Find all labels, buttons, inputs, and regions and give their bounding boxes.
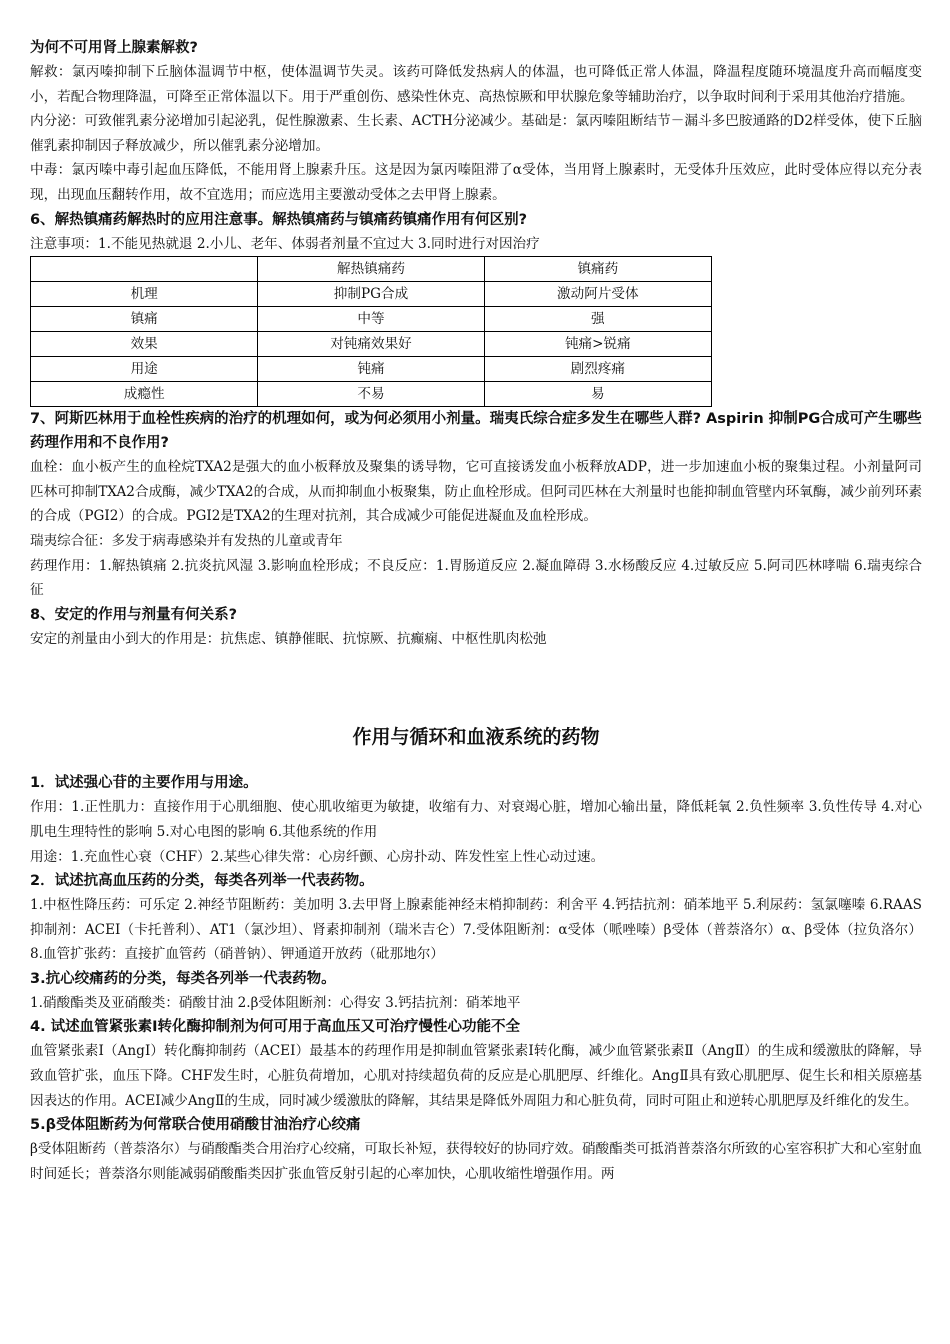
paragraph-jiejiu: 解救：氯丙嗪抑制下丘脑体温调节中枢，使体温调节失灵。该药可降低发热病人的体温，也可降低正常人体温，降温程度随环境温度升高而幅度变小，若配合物理降温，可降至正常体温以下。用于严重创伤、感染性休克、高热惊厥和甲状腺危象等辅助治疗，以争取时间利于采用其他治疗措施。 [30,64,922,105]
table-cell: 用途 [31,357,258,382]
table-row [31,332,712,357]
paragraph-ruiyi: 瑞夷综合征：多发于病毒感染并有发热的儿童或青年 [30,532,343,549]
title-spacer [30,751,922,771]
table-cell: 强 [484,307,711,332]
paragraph-beta-blocker: β受体阻断药（普萘洛尔）与硝酸酯类合用治疗心绞痛，可取长补短，获得较好的协同疗效。硝酸酯类可抵消普萘洛尔所致的心室容积扩大和心室射血时间延长；普萘洛尔则能减弱硝酸酯类因扩张血管反射引起的心率加快，心肌收缩性增强作用。两 [30,1141,922,1182]
paragraph-zuoyong: 作用：1.正性肌力：直接作用于心肌细胞、使心肌收缩更为敏捷，收缩有力、对衰竭心脏，增加心输出量，降低耗氧 2.负性频率 3.负性传导 4.对心肌电生理特性的影响 5.对心电图的影响 6.其他系统的作用 [30,799,922,840]
table-row [31,382,712,407]
comparison-table [30,256,712,407]
paragraph-yaoli: 药理作用：1.解热镇痛 2.抗炎抗风湿 3.影响血栓形成；不良反应：1.胃肠道反应 2.凝血障碍 3.水杨酸反应 4.过敏反应 5.阿司匹林哮喘 6.瑞夷综合征 [30,557,922,599]
table-cell: 钝痛>锐痛 [484,332,711,357]
question-6: 6、解热镇痛药解热时的应用注意事。解热镇痛药与镇痛药镇痛作用有何区别? [30,211,527,228]
table-row [31,357,712,382]
section-title: 作用与循环和血液系统的药物 [352,726,600,749]
question-4: 4. 试述血管紧张素Ⅰ转化酶抑制剂为何可用于高血压又可治疗慢性心功能不全 [30,1019,521,1036]
question-adrenaline: 为何不可用肾上腺素解救? [30,40,198,56]
paragraph-kangxinjiaotong: 1.硝酸酯类及亚硝酸类：硝酸甘油 2.β受体阻断剂：心得安 3.钙拮抗剂：硝苯地平 [30,994,521,1011]
table-header-row [31,257,712,282]
paragraph-anding: 安定的剂量由小到大的作用是：抗焦虑、镇静催眠、抗惊厥、抗癫痫、中枢性肌肉松弛 [30,630,547,647]
table-cell: 成瘾性 [31,382,258,407]
section-spacer [30,651,922,723]
paragraph-yongtu: 用途：1.充血性心衰（CHF）2.某些心律失常：心房纤颤、心房扑动、阵发性室上性心动过速。 [30,848,605,865]
table-cell: 易 [484,382,711,407]
question-5: 5.β受体阻断药为何常联合使用硝酸甘油治疗心绞痛 [30,1117,361,1134]
table-header-cell [31,257,258,282]
paragraph-zhuyi: 注意事项：1.不能见热就退 2.小儿、老年、体弱者剂量不宜过大 3.同时进行对因治疗 [30,235,540,252]
table-cell: 镇痛 [31,307,258,332]
paragraph-kanggaoxueya: 1.中枢性降压药：可乐定 2.神经节阻断药：美加明 3.去甲肾上腺素能神经末梢抑制药：利舍平 4.钙拮抗剂：硝苯地平 5.利尿药：氢氯噻嗪 6.RAAS抑制剂：ACEI（卡托普利）、AT1（氯沙坦）、肾素抑制剂（瑞米吉仑）7.受体阻断剂：α受体（哌唑嗪）β受体（普萘洛尔）α、β受体（拉负洛尔）8.血管扩张药：直接扩血管药（硝普钠）、钾通道开放药（砒那地尔） [30,897,922,963]
table-cell: 效果 [31,332,258,357]
table-row [31,282,712,307]
paragraph-zhongdu: 中毒：氯丙嗪中毒引起血压降低，不能用肾上腺素升压。这是因为氯丙嗪阻滞了α受体，当用肾上腺素时，无受体升压效应，此时受体应得以充分表现，出现血压翻转作用，故不宜选用；而应选用主要激动受体之去甲肾上腺素。 [30,162,922,203]
document-page [30,36,922,1186]
table-cell: 中等 [258,307,484,332]
table-cell: 激动阿片受体 [484,282,711,307]
question-7: 7、阿斯匹林用于血栓性疾病的治疗的机理如何，或为何必须用小剂量。瑞夷氏综合症多发生在哪些人群? Aspirin 抑制PG合成可产生哪些药理作用和不良作用? [30,411,922,452]
table-cell: 对钝痛效果好 [258,332,484,357]
question-2: 2．试述抗高血压药的分类，每类各列举一代表药物。 [30,873,374,890]
table-cell: 剧烈疼痛 [484,357,711,382]
table-header-cell: 镇痛药 [484,257,711,282]
paragraph-neifenmi: 内分泌：可致催乳素分泌增加引起泌乳，促性腺激素、生长素、ACTH分泌减少。基础是：氯丙嗪阻断结节－漏斗多巴胺通路的D2样受体，使下丘脑催乳素抑制因子释放减少，所以催乳素分泌增加。 [30,113,922,154]
table-header-cell: 解热镇痛药 [258,257,484,282]
question-1: 1．试述强心苷的主要作用与用途。 [30,775,258,792]
table-row [31,307,712,332]
paragraph-xueshuan: 血栓：血小板产生的血栓烷TXA2是强大的血小板释放及聚集的诱导物，它可直接诱发血小板释放ADP，进一步加速血小板的聚集过程。小剂量阿司匹林可抑制TXA2合成酶，减少TXA2的合成，从而抑制血小板聚集，防止血栓形成。但阿司匹林在大剂量时也能抑制血管壁内环氧酶，减少前列环素的合成（PGI2）的合成。PGI2是TXA2的生理对抗剂，其合成减少可能促进凝血及血栓形成。 [30,459,922,525]
table-cell: 抑制PG合成 [258,282,484,307]
table-cell: 机理 [31,282,258,307]
question-8: 8、安定的作用与剂量有何关系? [30,606,237,623]
table-cell: 钝痛 [258,357,484,382]
paragraph-acei: 血管紧张素Ⅰ（AngⅠ）转化酶抑制药（ACEⅠ）最基本的药理作用是抑制血管紧张素Ⅰ转化酶，减少血管紧张素Ⅱ（AngⅡ）的生成和缓激肽的降解，导致血管扩张，血压下降。CHF发生时，心脏负荷增加，心肌对持续超负荷的反应是心肌肥厚、纤维化。AngⅡ具有致心肌肥厚、促生长和相关原癌基因表达的作用。ACEⅠ减少AngⅡ的生成，同时减少缓激肽的降解，其结果是降低外周阻力和心脏负荷，同时可阻止和逆转心肌肥厚及纤维化的发生。 [30,1043,922,1109]
table-cell: 不易 [258,382,484,407]
question-3: 3.抗心绞痛药的分类，每类各列举一代表药物。 [30,970,336,987]
